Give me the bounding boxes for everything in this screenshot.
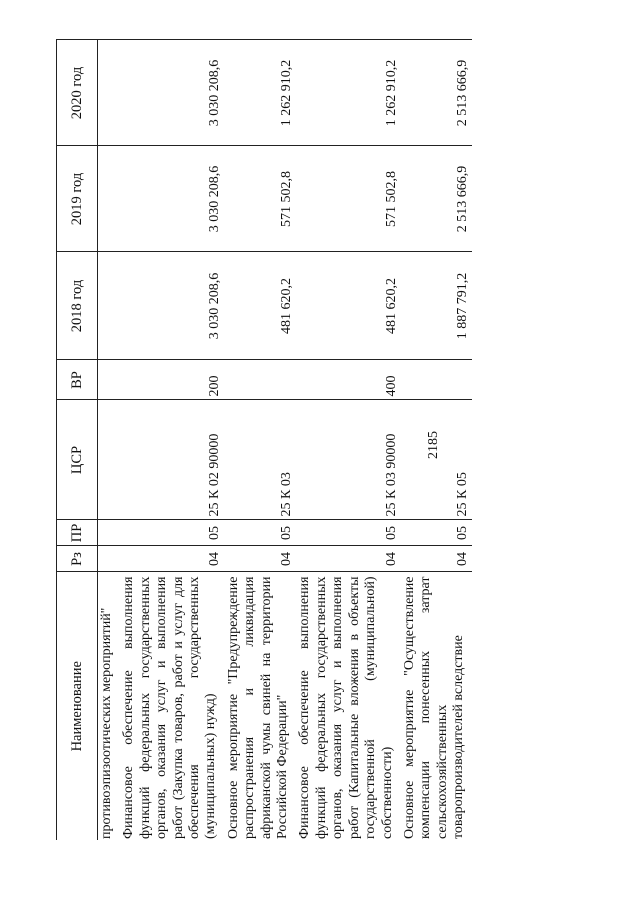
- row-2020: [98, 40, 120, 146]
- header-name: Наименование: [57, 572, 98, 840]
- table-row: [224, 40, 296, 840]
- row-csr: 25 К 05: [400, 400, 472, 520]
- row-rz: 04: [119, 546, 223, 572]
- row-csr: 25 К 03: [224, 400, 296, 520]
- row-csr: [98, 400, 120, 520]
- row-pr: [98, 520, 120, 546]
- row-2018: [98, 252, 120, 360]
- row-2018: 3 030 208,6: [119, 252, 223, 360]
- row-vr: [400, 360, 472, 400]
- row-vr: [224, 360, 296, 400]
- table-row: [295, 40, 399, 840]
- row-name: Основное мероприятие "Осуществление компенсации понесенных затрат сельскохозяйственных товаропроизводителей вследствие: [400, 572, 472, 840]
- header-csr: ЦСР: [57, 400, 98, 520]
- row-pr: 05: [400, 520, 472, 546]
- row-csr: 25 К 02 90000: [119, 400, 223, 520]
- row-pr: 05: [295, 520, 399, 546]
- row-2020: 3 030 208,6: [119, 40, 223, 146]
- table-row: [98, 40, 120, 840]
- row-name: Финансовое обеспечение выполнения функций федеральных государственных органов, оказания услуг и выполнения работ (Закупка товаров, работ и услуг для обеспечения государственных (муниципальных) нужд): [119, 572, 223, 840]
- header-2020: 2020 год: [57, 40, 98, 146]
- row-rz: 04: [400, 546, 472, 572]
- header-vr: ВР: [57, 360, 98, 400]
- budget-table-rotated: [56, 40, 596, 840]
- budget-table: [56, 40, 472, 841]
- row-name: Основное мероприятие "Предупреждение распространения и ликвидация африканской чумы свиней на территории Российской Федерации": [224, 572, 296, 840]
- row-vr: 200: [119, 360, 223, 400]
- row-vr: [98, 360, 120, 400]
- row-2019: 571 502,8: [295, 146, 399, 252]
- row-name: Финансовое обеспечение выполнения функций федеральных государственных органов, оказания услуг и выполнения работ (Капитальные вложения в объекты государственной (муниципальной) собственности): [295, 572, 399, 840]
- table-row: [119, 40, 223, 840]
- table-header-row: [57, 40, 98, 840]
- row-2018: 1 887 791,2: [400, 252, 472, 360]
- header-2018: 2018 год: [57, 252, 98, 360]
- row-name: противоэпизоотических мероприятий": [98, 572, 120, 840]
- row-rz: 04: [224, 546, 296, 572]
- row-rz: 04: [295, 546, 399, 572]
- page-number: 2185: [426, 431, 441, 459]
- row-2019: 571 502,8: [224, 146, 296, 252]
- row-2020: 1 262 910,2: [295, 40, 399, 146]
- row-2019: [98, 146, 120, 252]
- row-csr: 25 К 03 90000: [295, 400, 399, 520]
- row-2020: 1 262 910,2: [224, 40, 296, 146]
- row-vr: 400: [295, 360, 399, 400]
- row-pr: 05: [224, 520, 296, 546]
- row-rz: [98, 546, 120, 572]
- header-2019: 2019 год: [57, 146, 98, 252]
- row-2018: 481 620,2: [224, 252, 296, 360]
- row-pr: 05: [119, 520, 223, 546]
- header-rz: Рз: [57, 546, 98, 572]
- row-2019: 3 030 208,6: [119, 146, 223, 252]
- table-row: [400, 40, 472, 840]
- header-pr: ПР: [57, 520, 98, 546]
- row-2019: 2 513 666,9: [400, 146, 472, 252]
- row-2018: 481 620,2: [295, 252, 399, 360]
- row-2020: 2 513 666,9: [400, 40, 472, 146]
